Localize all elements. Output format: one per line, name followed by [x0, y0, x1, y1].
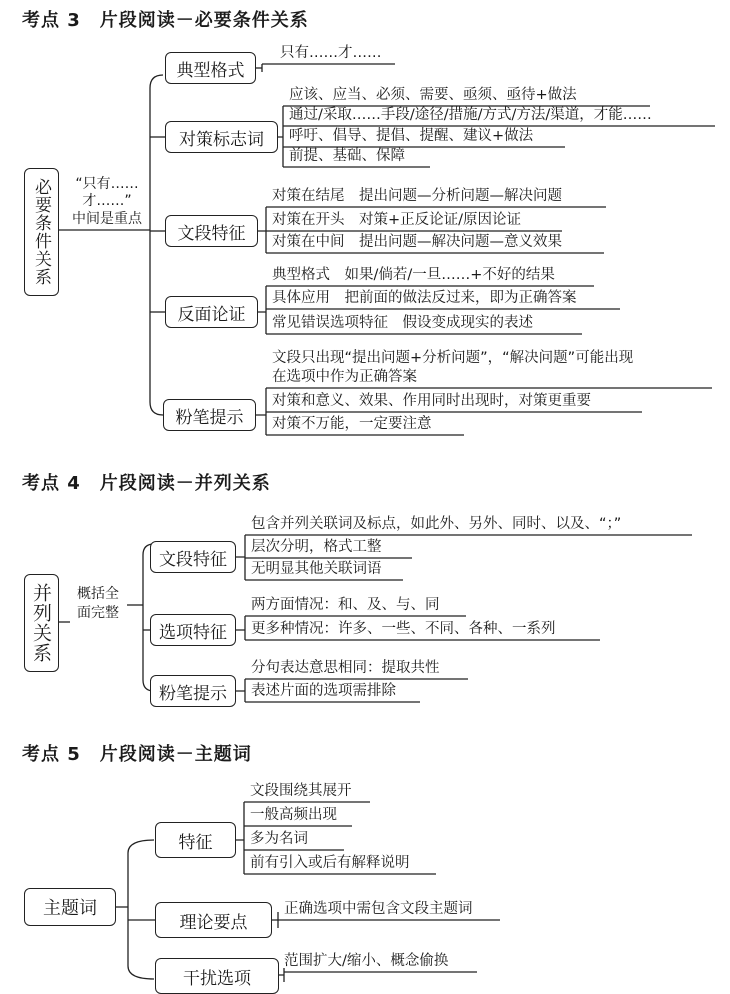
branch-passage-features: 文段特征 [165, 215, 258, 247]
leaf-only-if-then: 只有……才…… [280, 45, 382, 61]
leaf-around-passage: 文段围绕其展开 [250, 783, 352, 799]
root-node-necessary-condition: 必要条件关系 [24, 168, 59, 296]
branch-fenbi-tips: 粉笔提示 [163, 399, 256, 431]
leaf-through-means: 通过/采取……手段/途径/措施/方式/方法/渠道，才能…… [289, 107, 652, 123]
branch-distractor-options: 干扰选项 [155, 958, 279, 994]
section-heading-4: 考点 4 片段阅读－并列关系 [22, 473, 271, 494]
leaf-tips-problem-analysis: 文段只出现“提出问题+分析问题”，“解决问题”可能出现 [272, 350, 634, 366]
root-note-line2: 才……” [82, 193, 132, 209]
leaf-no-other-connectives: 无明显其他关联词语 [251, 561, 382, 577]
leaf-countermeasure-middle: 对策在中间 提出问题—解决问题—意义效果 [272, 234, 562, 250]
root-note-line3: 中间是重点 [72, 211, 142, 227]
leaf-high-frequency: 一般高频出现 [250, 807, 337, 823]
leaf-more-aspects: 更多种情况：许多、一些、不同、各种、一系列 [251, 621, 556, 637]
section-heading-3: 考点 3 片段阅读－必要条件关系 [22, 10, 309, 31]
branch-theory-points: 理论要点 [155, 902, 272, 938]
branch-countermeasure-words: 对策标志词 [165, 121, 278, 153]
leaf-premise-basis: 前提、基础、保障 [289, 148, 405, 164]
leaf-tips-countermeasure-important: 对策和意义、效果、作用同时出现时，对策更重要 [272, 393, 591, 409]
leaf-introduced-explained: 前有引入或后有解释说明 [250, 855, 410, 871]
leaf-two-aspects: 两方面情况：和、及、与、同 [251, 597, 440, 613]
root-node-theme-word: 主题词 [24, 888, 116, 926]
branch-typical-format: 典型格式 [165, 52, 256, 84]
root-node-parallel: 并列关系 [24, 574, 59, 672]
leaf-scope-concept-swap: 范围扩大/缩小、概念偷换 [284, 953, 449, 969]
branch-option-features: 选项特征 [150, 614, 236, 646]
section-heading-5: 考点 5 片段阅读－主题词 [22, 744, 252, 765]
branch-passage-features: 文段特征 [150, 541, 236, 573]
leaf-tips-correct-answer: 在选项中作为正确答案 [272, 369, 417, 385]
leaf-must-contain-theme: 正确选项中需包含文段主题词 [284, 901, 473, 917]
leaf-extract-commonality: 分句表达意思相同：提取共性 [251, 660, 440, 676]
leaf-tips-not-omnipotent: 对策不万能，一定要注意 [272, 416, 432, 432]
root-note-line2: 面完整 [77, 605, 119, 621]
leaf-clear-levels: 层次分明，格式工整 [251, 539, 382, 555]
root-note-line1: “只有…… [75, 176, 139, 192]
branch-features: 特征 [155, 822, 236, 858]
leaf-reverse-application: 具体应用 把前面的做法反过来，即为正确答案 [272, 290, 577, 306]
branch-reverse-argument: 反面论证 [165, 296, 258, 328]
leaf-countermeasure-end: 对策在结尾 提出问题—分析问题—解决问题 [272, 188, 562, 204]
leaf-exclude-one-sided: 表述片面的选项需排除 [251, 683, 396, 699]
leaf-countermeasure-start: 对策在开头 对策+正反论证/原因论证 [272, 212, 522, 228]
leaf-reverse-wrong-option: 常见错误选项特征 假设变成现实的表述 [272, 315, 533, 331]
leaf-should-must: 应该、应当、必须、需要、亟须、亟待+做法 [289, 87, 577, 103]
leaf-reverse-typical: 典型格式 如果/倘若/一旦……+不好的结果 [272, 267, 555, 283]
root-note-line1: 概括全 [77, 586, 119, 602]
leaf-appeal-advocate: 呼吁、倡导、提倡、提醒、建议+做法 [289, 128, 534, 144]
leaf-mostly-nouns: 多为名词 [250, 831, 308, 847]
branch-fenbi-tips: 粉笔提示 [150, 675, 236, 707]
leaf-parallel-connectives: 包含并列关联词及标点，如此外、另外、同时、以及、“；” [251, 516, 622, 532]
